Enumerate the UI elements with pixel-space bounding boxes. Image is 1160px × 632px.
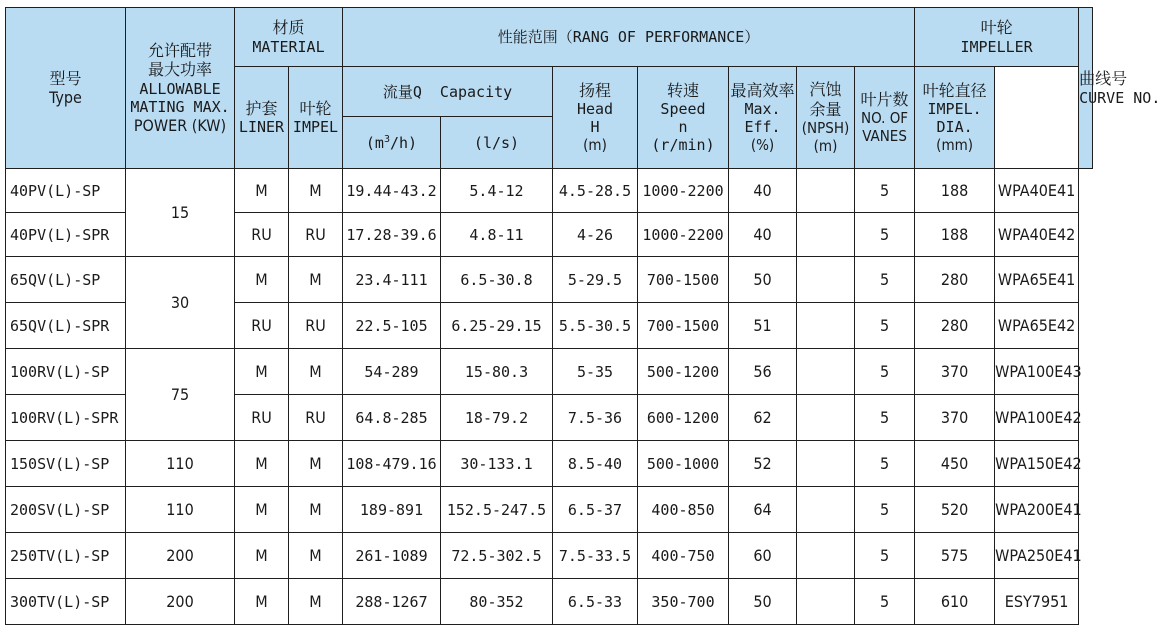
cell-power: 15 [126, 169, 235, 257]
cell-flow-m3h: 189-891 [343, 487, 441, 533]
cell-vanes: 5 [855, 533, 915, 579]
eff-header-en1: Max. [744, 100, 781, 119]
cell-eff: 62 [729, 395, 797, 441]
cell-speed: 400-850 [638, 487, 729, 533]
cell-impel: RU [289, 303, 343, 349]
eff-header-en2: Eff. [744, 118, 781, 137]
npsh-header-zh2: 余量 [809, 99, 842, 119]
cell-flow-ls: 5.4-12 [441, 169, 553, 213]
cell-vanes: 5 [855, 349, 915, 395]
vanes-header-en2: VANES [862, 127, 907, 146]
cell-vanes: 5 [855, 579, 915, 625]
liner-header-en: LINER [238, 118, 285, 137]
speed-header [638, 67, 729, 169]
cell-flow-ls: 15-80.3 [441, 349, 553, 395]
cell-vanes: 5 [855, 257, 915, 303]
flow-unit-m3h-sup: 3 [383, 133, 390, 145]
cell-head: 7.5-33.5 [553, 533, 638, 579]
eff-header [729, 67, 797, 169]
cell-speed: 1000-2200 [638, 169, 729, 213]
cell-liner: M [235, 579, 289, 625]
cell-flow-m3h: 17.28-39.6 [343, 213, 441, 257]
table-row [6, 349, 1093, 395]
cell-curve: WPA65E42 [995, 303, 1079, 349]
cell-flow-m3h: 22.5-105 [343, 303, 441, 349]
cell-dia: 450 [915, 441, 995, 487]
cell-head: 6.5-37 [553, 487, 638, 533]
cell-npsh [797, 395, 855, 441]
speed-header-zh: 转速 [666, 80, 699, 100]
cell-speed: 350-700 [638, 579, 729, 625]
cell-speed: 500-1000 [638, 441, 729, 487]
table-row [6, 579, 1093, 625]
cell-impel: M [289, 533, 343, 579]
cell-head: 8.5-40 [553, 441, 638, 487]
cell-power: 200 [126, 579, 235, 625]
cell-eff: 60 [729, 533, 797, 579]
eff-header-zh: 最高效率 [730, 80, 795, 100]
cell-liner: M [235, 533, 289, 579]
cell-flow-ls: 18-79.2 [441, 395, 553, 441]
model-header-en: Type [49, 88, 82, 107]
cell-npsh [797, 487, 855, 533]
cell-eff: 40 [729, 169, 797, 213]
cell-npsh [797, 441, 855, 487]
cell-head: 6.5-33 [553, 579, 638, 625]
cell-impel: M [289, 169, 343, 213]
impeller-header-en: IMPELLER [960, 37, 1033, 56]
cell-flow-ls: 6.25-29.15 [441, 303, 553, 349]
cell-type: 65QV(L)-SP [6, 257, 126, 303]
npsh-header-en: (NPSH) [801, 118, 850, 137]
eff-header-unit: (%) [750, 136, 775, 155]
table-row [6, 533, 1093, 579]
cell-curve: WPA150E42 [995, 441, 1079, 487]
flow-unit-m3h-header [343, 117, 441, 169]
cell-speed: 700-1500 [638, 303, 729, 349]
model-header-zh: 型号 [49, 68, 82, 88]
cell-head: 7.5-36 [553, 395, 638, 441]
cell-curve: WPA200E41 [995, 487, 1079, 533]
cell-head: 5.5-30.5 [553, 303, 638, 349]
cell-type: 150SV(L)-SP [6, 441, 126, 487]
cell-eff: 50 [729, 579, 797, 625]
npsh-header [797, 67, 855, 169]
speed-header-unit: (r/min) [651, 136, 715, 155]
cell-head: 5-35 [553, 349, 638, 395]
cell-curve: WPA40E41 [995, 169, 1079, 213]
cell-type: 40PV(L)-SP [6, 169, 126, 213]
cell-npsh [797, 303, 855, 349]
table-row [6, 257, 1093, 303]
cell-vanes: 5 [855, 395, 915, 441]
impel-header-zh: 叶轮 [299, 98, 332, 118]
cell-power: 110 [126, 487, 235, 533]
cell-flow-m3h: 108-479.16 [343, 441, 441, 487]
npsh-header-zh1: 汽蚀 [809, 80, 842, 100]
cell-type: 100RV(L)-SP [6, 349, 126, 395]
cell-eff: 56 [729, 349, 797, 395]
cell-dia: 280 [915, 303, 995, 349]
cell-head: 4.5-28.5 [553, 169, 638, 213]
cell-impel: RU [289, 395, 343, 441]
impeller-header [915, 8, 1079, 67]
cell-npsh [797, 533, 855, 579]
head-header-en: Head [576, 100, 614, 119]
cell-flow-m3h: 23.4-111 [343, 257, 441, 303]
liner-header [235, 67, 289, 169]
cell-dia: 575 [915, 533, 995, 579]
cell-speed: 500-1200 [638, 349, 729, 395]
cell-npsh [797, 169, 855, 213]
liner-header-zh: 护套 [245, 98, 278, 118]
cell-liner: RU [235, 213, 289, 257]
cell-vanes: 5 [855, 213, 915, 257]
cell-power: 75 [126, 349, 235, 441]
cell-liner: M [235, 257, 289, 303]
cell-vanes: 5 [855, 441, 915, 487]
cell-type: 65QV(L)-SPR [6, 303, 126, 349]
model-header [6, 8, 126, 169]
curve-header-zh: 曲线号 [1079, 69, 1128, 89]
vanes-header [855, 67, 915, 169]
flow-unit-ls-header: (l/s) [441, 117, 553, 169]
cell-power: 110 [126, 441, 235, 487]
cell-type: 250TV(L)-SP [6, 533, 126, 579]
material-header-zh: 材质 [272, 18, 305, 38]
power-header-en1: ALLOWABLE [139, 79, 221, 98]
head-header [553, 67, 638, 169]
cell-speed: 1000-2200 [638, 213, 729, 257]
cell-eff: 64 [729, 487, 797, 533]
cell-vanes: 5 [855, 169, 915, 213]
head-header-sym: H [590, 118, 600, 137]
cell-flow-m3h: 261-1089 [343, 533, 441, 579]
cell-vanes: 5 [855, 303, 915, 349]
flow-unit-m3h-pre: (m [365, 133, 384, 152]
cell-liner: M [235, 349, 289, 395]
head-header-zh: 扬程 [578, 80, 611, 100]
cell-curve: WPA40E42 [995, 213, 1079, 257]
cell-curve: WPA100E42 [995, 395, 1079, 441]
cell-curve: ESY7951 [995, 579, 1079, 625]
cell-head: 4-26 [553, 213, 638, 257]
cell-power: 200 [126, 533, 235, 579]
cell-type: 100RV(L)-SPR [6, 395, 126, 441]
impeller-header-zh: 叶轮 [980, 18, 1013, 38]
cell-eff: 51 [729, 303, 797, 349]
cell-liner: M [235, 441, 289, 487]
cell-dia: 370 [915, 349, 995, 395]
cell-speed: 400-750 [638, 533, 729, 579]
dia-header-unit: (mm) [936, 136, 973, 155]
cell-type: 40PV(L)-SPR [6, 213, 126, 257]
performance-table-container [5, 7, 1160, 625]
cell-npsh [797, 257, 855, 303]
cell-impel: M [289, 257, 343, 303]
cell-type: 200SV(L)-SP [6, 487, 126, 533]
cell-eff: 52 [729, 441, 797, 487]
cell-flow-ls: 4.8-11 [441, 213, 553, 257]
cell-flow-m3h: 64.8-285 [343, 395, 441, 441]
cell-flow-m3h: 288-1267 [343, 579, 441, 625]
cell-npsh [797, 349, 855, 395]
vanes-header-zh: 叶片数 [860, 89, 909, 109]
cell-type: 300TV(L)-SP [6, 579, 126, 625]
cell-dia: 370 [915, 395, 995, 441]
cell-flow-ls: 72.5-302.5 [441, 533, 553, 579]
power-header-zh1: 允许配带 [147, 41, 212, 61]
cell-eff: 40 [729, 213, 797, 257]
flow-header: 流量Q Capacity [343, 67, 553, 117]
cell-curve: WPA100E43 [995, 349, 1079, 395]
material-header-en: MATERIAL [252, 37, 325, 56]
cell-vanes: 5 [855, 487, 915, 533]
cell-liner: RU [235, 303, 289, 349]
cell-flow-ls: 152.5-247.5 [441, 487, 553, 533]
dia-header-en2: DIA. [936, 118, 973, 137]
cell-dia: 610 [915, 579, 995, 625]
cell-dia: 520 [915, 487, 995, 533]
curve-header-en: CURVE NO. [1079, 88, 1160, 107]
material-header [235, 8, 343, 67]
cell-impel: M [289, 441, 343, 487]
curve-header [1079, 8, 1160, 169]
cell-liner: RU [235, 395, 289, 441]
cell-npsh [797, 579, 855, 625]
cell-head: 5-29.5 [553, 257, 638, 303]
head-header-unit: (m) [583, 136, 607, 155]
cell-dia: 188 [915, 169, 995, 213]
pump-performance-table [5, 7, 1160, 625]
cell-impel: M [289, 579, 343, 625]
cell-flow-m3h: 19.44-43.2 [343, 169, 441, 213]
dia-header [915, 67, 995, 169]
cell-dia: 188 [915, 213, 995, 257]
cell-dia: 280 [915, 257, 995, 303]
cell-npsh [797, 213, 855, 257]
table-row [6, 487, 1093, 533]
power-header-en2: MATING MAX. [130, 97, 230, 116]
impel-header-en: IMPEL [292, 118, 339, 137]
cell-power: 30 [126, 257, 235, 349]
table-row [6, 169, 1093, 213]
table-row [6, 441, 1093, 487]
cell-liner: M [235, 169, 289, 213]
cell-flow-m3h: 54-289 [343, 349, 441, 395]
power-header-en3: POWER (KW) [133, 115, 227, 135]
performance-header: 性能范围（RANG OF PERFORMANCE） [343, 8, 915, 67]
npsh-header-unit: (m) [813, 136, 838, 155]
power-header-zh2: 最大功率 [147, 60, 212, 80]
cell-impel: M [289, 487, 343, 533]
cell-impel: M [289, 349, 343, 395]
cell-curve: WPA250E41 [995, 533, 1079, 579]
cell-eff: 50 [729, 257, 797, 303]
dia-header-zh: 叶轮直径 [922, 80, 987, 100]
impel-header [289, 67, 343, 169]
power-header [126, 8, 235, 169]
flow-unit-m3h-post: /h) [390, 133, 418, 152]
cell-speed: 600-1200 [638, 395, 729, 441]
vanes-header-en1: NO. OF [861, 109, 909, 128]
dia-header-en1: IMPEL. [927, 100, 982, 119]
cell-flow-ls: 6.5-30.8 [441, 257, 553, 303]
cell-flow-ls: 30-133.1 [441, 441, 553, 487]
table-header [6, 8, 1160, 169]
cell-impel: RU [289, 213, 343, 257]
cell-liner: M [235, 487, 289, 533]
speed-header-en: Speed [660, 100, 706, 119]
cell-curve: WPA65E41 [995, 257, 1079, 303]
speed-header-sym: n [678, 118, 688, 137]
cell-speed: 700-1500 [638, 257, 729, 303]
cell-flow-ls: 80-352 [441, 579, 553, 625]
table-body [6, 169, 1093, 625]
